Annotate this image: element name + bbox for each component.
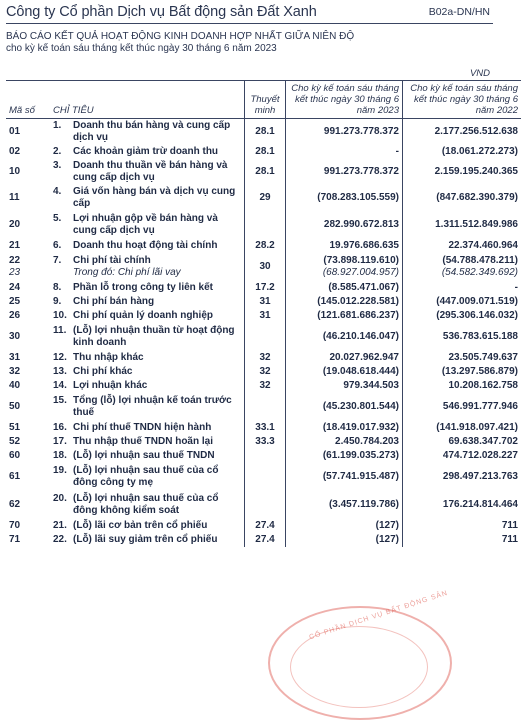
row-code: [6, 145, 50, 159]
row-previous-value: [403, 379, 521, 393]
row-code-text: 11: [9, 192, 20, 203]
row-item: [50, 295, 245, 309]
row-previous-text: 22.374.460.964: [448, 240, 518, 251]
row-note: [245, 393, 286, 421]
row-previous-value: [403, 435, 521, 449]
row-previous-value: [403, 119, 521, 145]
row-current-value: [286, 463, 403, 491]
row-item-label: (Lỗ) lợi nhuận thuần từ hoạt động kinh doanh: [73, 325, 241, 348]
table-row: [6, 519, 521, 533]
row-code: [6, 281, 50, 295]
row-current-text: (121.681.686.237): [317, 310, 399, 321]
row-note: 17.2: [245, 281, 286, 295]
row-current-value: [286, 533, 403, 547]
table-row: [6, 533, 521, 547]
row-current-value: [286, 421, 403, 435]
row-item: [50, 351, 245, 365]
row-item-number: 17.: [53, 436, 73, 448]
row-code: [6, 519, 50, 533]
row-code-text: 51: [9, 422, 20, 433]
currency-label: VND: [470, 68, 490, 79]
row-code-text: 22: [9, 255, 20, 266]
table-row: [6, 421, 521, 435]
row-note: 31: [245, 295, 286, 309]
row-item-label: Doanh thu hoạt động tài chính: [73, 240, 241, 252]
row-current-text: (45.230.801.544): [323, 401, 399, 412]
row-code: [6, 365, 50, 379]
row-item: [50, 421, 245, 435]
row-previous-text: 69.638.347.702: [448, 436, 518, 447]
row-current-text: (708.283.105.559): [317, 192, 399, 203]
company-seal-text: CỔ PHẦN DỊCH VỤ BẤT ĐỘNG SẢN: [308, 590, 448, 642]
row-previous-value: [403, 145, 521, 159]
table-row: [6, 309, 521, 323]
row-previous-value: [403, 351, 521, 365]
row-item-line: [53, 240, 241, 252]
company-seal-inner: [290, 626, 428, 708]
row-item: [50, 239, 245, 253]
row-code-text: 61: [9, 471, 20, 482]
row-previous-value: [403, 281, 521, 295]
row-item-line: [53, 465, 241, 488]
row-previous-value: [403, 393, 521, 421]
row-current-value: [286, 145, 403, 159]
row-previous-text: 23.505.749.637: [448, 352, 518, 363]
row-code: [6, 393, 50, 421]
row-current-text: (18.419.017.932): [323, 422, 399, 433]
row-item-number: 22.: [53, 534, 73, 546]
row-code: [6, 379, 50, 393]
row-note: [245, 323, 286, 351]
row-item-number: 12.: [53, 352, 73, 364]
row-previous-text: (295.306.146.032): [436, 310, 518, 321]
row-item-line: [53, 436, 241, 448]
row-item-line: [53, 282, 241, 294]
row-item-number: 8.: [53, 282, 73, 294]
row-current-value: [286, 393, 403, 421]
row-current-value: [286, 295, 403, 309]
row-item-number: 10.: [53, 310, 73, 322]
row-item-line: [53, 255, 241, 267]
row-current-text: (73.898.119.610): [323, 255, 399, 266]
row-item-line: [53, 422, 241, 434]
row-item-line: [53, 450, 241, 462]
row-item-number: 3.: [53, 160, 73, 183]
row-item-line: [53, 395, 241, 418]
row-current-value: [286, 211, 403, 239]
row-item-label: Chi phí thuế TNDN hiện hành: [73, 422, 241, 434]
row-item-number: 2.: [53, 146, 73, 158]
row-current-text: (3.457.119.786): [329, 499, 399, 510]
row-code: [6, 239, 50, 253]
row-item-number: 1.: [53, 120, 73, 143]
row-code-text: 30: [9, 331, 20, 342]
row-item-number: 18.: [53, 450, 73, 462]
row-code-text: 50: [9, 401, 20, 412]
row-note: 32: [245, 379, 286, 393]
row-current-value: [286, 309, 403, 323]
row-item: [50, 519, 245, 533]
row-item-line: [53, 213, 241, 236]
table-row: [6, 239, 521, 253]
row-item-label: Doanh thu bán hàng và cung cấp dịch vụ: [73, 120, 241, 143]
row-item-number: 11.: [53, 325, 73, 348]
row-current-text: (46.210.146.047): [323, 331, 399, 342]
row-item: [50, 323, 245, 351]
row-item-number: 13.: [53, 366, 73, 378]
row-item-label: (Lỗ) lợi nhuận sau thuế của cổ đông công ty mẹ: [73, 465, 241, 488]
row-current-text: (127): [376, 520, 399, 531]
row-previous-text: 1.311.512.849.986: [435, 219, 518, 230]
row-previous-text: (847.682.390.379): [436, 192, 518, 203]
row-item-line: [53, 186, 241, 209]
row-item: [50, 463, 245, 491]
row-current-value: [286, 159, 403, 185]
table-row: [6, 379, 521, 393]
row-item-line: [53, 160, 241, 183]
row-item: [50, 281, 245, 295]
row-previous-text: (13.297.586.879): [442, 366, 518, 377]
row-item-number: 21.: [53, 520, 73, 532]
row-previous-text: 711: [502, 534, 518, 545]
row-previous-value: [403, 239, 521, 253]
table-row: [6, 449, 521, 463]
row-note: 33.3: [245, 435, 286, 449]
row-code-text: 02: [9, 146, 20, 157]
row-current-text: 20.027.962.947: [329, 352, 399, 363]
row-note: [245, 449, 286, 463]
table-row: [6, 145, 521, 159]
row-item-label: Chi phí bán hàng: [73, 296, 241, 308]
row-current-value: [286, 365, 403, 379]
row-current-value: [286, 351, 403, 365]
table-body: [6, 119, 521, 547]
row-previous-value: [403, 463, 521, 491]
row-item-line: [53, 520, 241, 532]
row-code: [6, 211, 50, 239]
row-item-label: Thu nhập khác: [73, 352, 241, 364]
row-note: 30: [245, 253, 286, 281]
row-previous-value: [403, 253, 521, 281]
table-row: [6, 159, 521, 185]
col-header-item: CHỈ TIÊU: [50, 81, 245, 119]
row-current-text: (8.585.471.067): [328, 282, 399, 293]
row-code-text: 26: [9, 310, 20, 321]
row-previous-value: [403, 323, 521, 351]
income-statement-table: [6, 80, 521, 547]
row-item-label: Doanh thu thuần về bán hàng và cung cấp dịch vụ: [73, 160, 241, 183]
row-note: [245, 491, 286, 519]
row-item: [50, 211, 245, 239]
row-note: [245, 463, 286, 491]
table-row: [6, 281, 521, 295]
row-code-text: 24: [9, 282, 20, 293]
row-note: 27.4: [245, 533, 286, 547]
row-code: [6, 185, 50, 211]
row-item-line: [53, 146, 241, 158]
row-previous-text: 176.214.814.464: [443, 499, 518, 510]
row-item-label: (Lỗ) lợi nhuận sau thuế của cổ đông không kiểm soát: [73, 493, 241, 516]
row-current-text: (57.741.915.487): [323, 471, 399, 482]
row-code: [6, 463, 50, 491]
row-code-text: 52: [9, 436, 20, 447]
table-row: [6, 295, 521, 309]
row-item-label: Các khoản giảm trừ doanh thu: [73, 146, 241, 158]
row-note: 28.1: [245, 159, 286, 185]
row-previous-text: (54.788.478.211): [442, 255, 518, 266]
company-name: Công ty Cổ phần Dịch vụ Bất động sản Đất Xanh: [6, 4, 317, 20]
row-note: 31: [245, 309, 286, 323]
row-current-text: (61.199.035.273): [323, 450, 399, 461]
table-row: [6, 323, 521, 351]
row-code-text: 70: [9, 520, 20, 531]
row-code: [6, 253, 50, 281]
row-item-label: Chi phí khác: [73, 366, 241, 378]
row-previous-subvalue: (54.582.349.692): [406, 267, 518, 279]
row-code: [6, 421, 50, 435]
row-code: [6, 449, 50, 463]
row-current-value: [286, 449, 403, 463]
row-previous-text: 2.177.256.512.638: [435, 126, 518, 137]
row-previous-value: [403, 533, 521, 547]
row-item-line: [53, 310, 241, 322]
row-code: [6, 435, 50, 449]
row-item-line: [53, 352, 241, 364]
row-code: [6, 533, 50, 547]
row-item-number: 7.: [53, 255, 73, 267]
row-item-number: 15.: [53, 395, 73, 418]
row-item: [50, 145, 245, 159]
row-previous-text: 546.991.777.946: [443, 401, 518, 412]
row-code-text: 10: [9, 166, 20, 177]
table-row: [6, 351, 521, 365]
row-item: [50, 491, 245, 519]
row-subcode-text: 23: [9, 267, 47, 279]
row-current-text: -: [396, 146, 399, 157]
row-item-number: 14.: [53, 380, 73, 392]
row-item-sublabel: Trong đó: Chi phí lãi vay: [53, 267, 241, 279]
row-previous-text: (18.061.272.273): [442, 146, 518, 157]
report-subtitle: cho kỳ kế toán sáu tháng kết thúc ngày 30 tháng 6 năm 2023: [6, 43, 277, 54]
row-previous-text: 711: [502, 520, 518, 531]
table-header-row: [6, 81, 521, 119]
row-previous-value: [403, 519, 521, 533]
row-previous-value: [403, 309, 521, 323]
row-item: [50, 253, 245, 281]
row-previous-text: 2.159.195.240.365: [435, 166, 518, 177]
row-note: 32: [245, 351, 286, 365]
row-current-value: [286, 519, 403, 533]
row-current-value: [286, 435, 403, 449]
row-previous-text: (447.009.071.519): [436, 296, 518, 307]
row-code: [6, 159, 50, 185]
row-item-number: 4.: [53, 186, 73, 209]
row-code: [6, 351, 50, 365]
row-previous-value: [403, 185, 521, 211]
company-seal: [268, 606, 452, 720]
row-current-text: 991.273.778.372: [324, 166, 399, 177]
row-previous-text: 10.208.162.758: [448, 380, 518, 391]
table-row: [6, 463, 521, 491]
row-item-label: (Lỗ) lợi nhuận sau thuế TNDN: [73, 450, 241, 462]
row-previous-value: [403, 491, 521, 519]
row-item-line: [53, 325, 241, 348]
row-code-text: 25: [9, 296, 20, 307]
row-previous-text: -: [515, 282, 518, 293]
row-previous-value: [403, 449, 521, 463]
row-note: 33.1: [245, 421, 286, 435]
row-item-label: Lợi nhuận khác: [73, 380, 241, 392]
row-note: 28.2: [245, 239, 286, 253]
row-item-line: [53, 366, 241, 378]
row-item-line: [53, 534, 241, 546]
report-title: BÁO CÁO KẾT QUẢ HOẠT ĐỘNG KINH DOANH HỢP NHẤT GIỮA NIÊN ĐỘ: [6, 31, 354, 42]
row-item: [50, 435, 245, 449]
row-code-text: 21: [9, 240, 20, 251]
row-item-label: Chi phí quản lý doanh nghiệp: [73, 310, 241, 322]
row-item-label: (Lỗ) lãi cơ bản trên cổ phiếu: [73, 520, 241, 532]
row-current-text: (19.048.618.444): [323, 366, 399, 377]
row-item: [50, 309, 245, 323]
row-previous-value: [403, 365, 521, 379]
row-previous-value: [403, 421, 521, 435]
table-row: [6, 211, 521, 239]
row-current-subvalue: (68.927.004.957): [289, 267, 399, 279]
row-item: [50, 119, 245, 145]
row-code-text: 32: [9, 366, 20, 377]
row-item-number: 20.: [53, 493, 73, 516]
row-current-text: 979.344.503: [343, 380, 399, 391]
table-row: [6, 393, 521, 421]
row-item-label: Thu nhập thuế TNDN hoãn lại: [73, 436, 241, 448]
row-code: [6, 309, 50, 323]
row-current-text: (127): [376, 534, 399, 545]
row-code-text: 62: [9, 499, 20, 510]
row-item-line: [53, 120, 241, 143]
row-current-value: [286, 239, 403, 253]
row-current-text: 282.990.672.813: [324, 219, 399, 230]
row-item: [50, 379, 245, 393]
row-current-value: [286, 185, 403, 211]
col-header-note: Thuyết minh: [245, 81, 286, 119]
row-code-text: 71: [9, 534, 20, 545]
row-current-text: 2.450.784.203: [335, 436, 399, 447]
col-header-current: Cho kỳ kế toán sáu tháng kết thúc ngày 30 tháng 6 năm 2023: [286, 81, 403, 119]
row-code-text: 01: [9, 126, 20, 137]
row-item: [50, 159, 245, 185]
col-header-previous: Cho kỳ kế toán sáu tháng kết thúc ngày 30 tháng 6 năm 2022: [403, 81, 521, 119]
row-previous-value: [403, 159, 521, 185]
row-previous-value: [403, 295, 521, 309]
row-note: [245, 211, 286, 239]
col-header-code: Mã số: [6, 81, 50, 119]
table-row: [6, 119, 521, 145]
row-previous-text: 298.497.213.763: [443, 471, 518, 482]
row-item: [50, 185, 245, 211]
row-item-line: [53, 296, 241, 308]
row-code: [6, 119, 50, 145]
row-code: [6, 323, 50, 351]
row-item-number: 16.: [53, 422, 73, 434]
row-previous-text: 474.712.028.227: [443, 450, 518, 461]
table-row: [6, 435, 521, 449]
table-row: [6, 491, 521, 519]
header-divider: [6, 23, 493, 24]
row-item: [50, 365, 245, 379]
row-item-line: [53, 493, 241, 516]
row-current-value: [286, 253, 403, 281]
table-row: [6, 185, 521, 211]
row-code-text: 31: [9, 352, 20, 363]
row-item-label: Phần lỗ trong công ty liên kết: [73, 282, 241, 294]
row-current-text: 19.976.686.635: [329, 240, 399, 251]
row-item-number: 5.: [53, 213, 73, 236]
row-item-number: 19.: [53, 465, 73, 488]
row-item-number: 6.: [53, 240, 73, 252]
row-item: [50, 533, 245, 547]
row-item-label: Lợi nhuận gộp về bán hàng và cung cấp dịch vụ: [73, 213, 241, 236]
row-code-text: 40: [9, 380, 20, 391]
row-item: [50, 449, 245, 463]
row-item-label: Giá vốn hàng bán và dịch vụ cung cấp: [73, 186, 241, 209]
row-current-value: [286, 379, 403, 393]
row-item-number: 9.: [53, 296, 73, 308]
row-current-value: [286, 323, 403, 351]
table-row: [6, 365, 521, 379]
row-code-text: 60: [9, 450, 20, 461]
row-note: 29: [245, 185, 286, 211]
row-note: 27.4: [245, 519, 286, 533]
row-note: 32: [245, 365, 286, 379]
row-item-label: (Lỗ) lãi suy giảm trên cổ phiếu: [73, 534, 241, 546]
row-current-value: [286, 119, 403, 145]
row-previous-text: 536.783.615.188: [443, 331, 518, 342]
row-item: [50, 393, 245, 421]
row-code: [6, 295, 50, 309]
row-previous-text: (141.918.097.421): [436, 422, 518, 433]
row-note: 28.1: [245, 145, 286, 159]
row-previous-value: [403, 211, 521, 239]
row-code: [6, 491, 50, 519]
table-row: [6, 253, 521, 281]
row-note: 28.1: [245, 119, 286, 145]
row-current-value: [286, 281, 403, 295]
row-item-label: Chi phí tài chính: [73, 255, 241, 267]
row-code-text: 20: [9, 219, 20, 230]
row-item-label: Tổng (lỗ) lợi nhuận kế toán trước thuế: [73, 395, 241, 418]
form-code: B02a-DN/HN: [429, 6, 490, 18]
row-item-line: [53, 380, 241, 392]
row-current-text: 991.273.778.372: [324, 126, 399, 137]
row-current-value: [286, 491, 403, 519]
row-current-text: (145.012.228.581): [317, 296, 399, 307]
